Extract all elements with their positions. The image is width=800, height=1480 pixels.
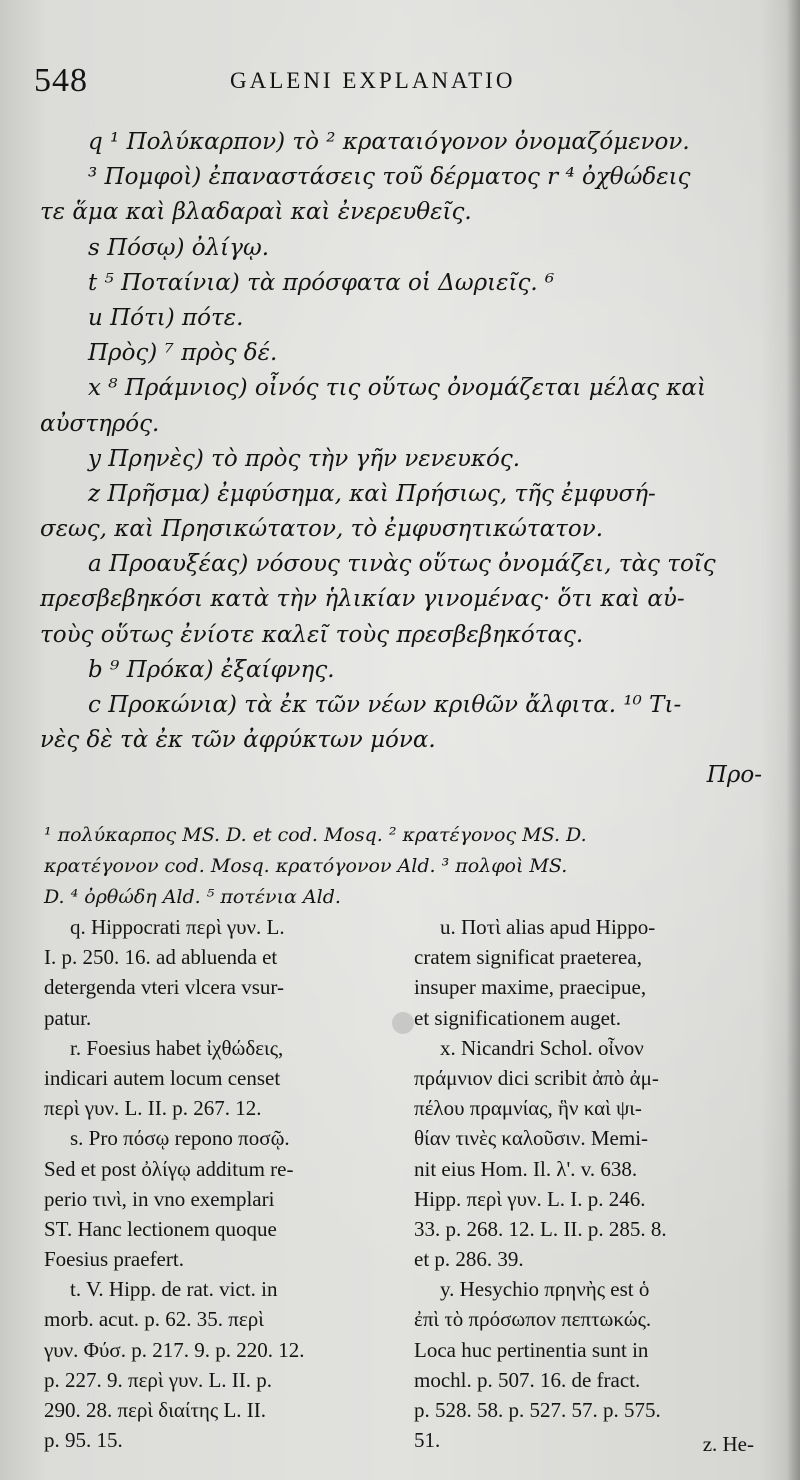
- note-line: s. Pro πόσῳ repono ποσῷ.: [70, 1126, 290, 1151]
- notes-column-left: [44, 912, 400, 1455]
- glossary-line: ³ Πομφοὶ) ἐπαναστάσεις τοῦ δέρματος r ⁴ ὀχθώδεις: [88, 164, 691, 191]
- note-line: Sed et post ὀλίγῳ additum re-: [44, 1156, 294, 1181]
- glossary-line: αὐστηρός.: [40, 410, 160, 437]
- note-line: ἐπὶ τὸ πρόσωπον πεπτωκώς.: [414, 1307, 652, 1332]
- note-line: Foesius praefert.: [44, 1247, 184, 1272]
- note-line: r. Foesius habet ἰχθώδεις,: [70, 1035, 284, 1060]
- page-edge-shadow: [786, 0, 800, 1480]
- page-number: 548: [34, 62, 88, 99]
- note-line: πέλου πραμνίας, ἣν καὶ ψι-: [414, 1096, 642, 1121]
- glossary-line: Πρὸς) ⁷ πρὸς δέ.: [88, 340, 278, 367]
- glossary-line: b ⁹ Πρόκα) ἐξαίφνης.: [88, 656, 335, 683]
- glossary-text: [34, 125, 764, 794]
- glossary-line: q ¹ Πολύκαρπον) τὸ ² κραταιόγονον ὀνομαζόμενον.: [88, 129, 690, 155]
- glossary-line: Προ-: [706, 762, 762, 789]
- note-line: indicari autem locum censet: [44, 1065, 281, 1090]
- note-line: et p. 286. 39.: [414, 1247, 524, 1272]
- glossary-line: z Πρῆσμα) ἐμφύσημα, καὶ Πρήσιως, τῆς ἐμφυσή-: [88, 480, 656, 507]
- glossary-line: t ⁵ Ποταίνια) τὰ πρόσφατα οἱ Δωριεῖς. ⁶: [88, 269, 555, 296]
- note-line: Hipp. περὶ γυν. L. I. p. 246.: [414, 1186, 646, 1211]
- glossary-line: πρεσβεβηκόσι κατὰ τὴν ἡλικίαν γινομένας· ὅτι καὶ αὐ-: [40, 586, 685, 613]
- note-line: t. V. Hipp. de rat. vict. in: [70, 1277, 278, 1302]
- note-line: γυν. Φύσ. p. 217. 9. p. 220. 12.: [44, 1337, 305, 1362]
- note-line: 33. p. 268. 12. L. II. p. 285. 8.: [414, 1216, 667, 1241]
- note-line: περὶ γυν. L. II. p. 267. 12.: [44, 1096, 262, 1121]
- note-line: θίαν τινὲς καλοῦσιν. Memi-: [414, 1126, 649, 1151]
- note-line: 290. 28. περὶ διαίτης L. II.: [44, 1398, 267, 1422]
- note-line: u. Ποτὶ alias apud Hippo-: [440, 915, 656, 939]
- note-line: cratem significat praeterea,: [414, 945, 642, 970]
- note-line: Loca huc pertinentia sunt in: [414, 1337, 649, 1362]
- glossary-line: σεως, καὶ Πρησικώτατον, τὸ ἐμφυσητικώτατον.: [40, 516, 604, 543]
- note-line: p. 227. 9. περὶ γυν. L. II. p.: [44, 1367, 273, 1392]
- glossary-line: a Προαυξέας) νόσους τινὰς οὕτως ὀνομάζει, τὰς τοῖς: [88, 551, 716, 578]
- note-line: morb. acut. p. 62. 35. περὶ: [44, 1307, 264, 1332]
- apparatus-line: ¹ πολύκαρπος MS. D. et cod. Mosq. ² κρατέγονος MS. D.: [44, 824, 587, 846]
- note-line: perio τινὶ, in vno exemplari: [44, 1186, 275, 1211]
- note-line: detergenda vteri vlcera vsur-: [44, 975, 284, 1000]
- critical-apparatus: [44, 820, 764, 913]
- note-line: mochl. p. 507. 16. de fract.: [414, 1367, 641, 1392]
- note-line: p. 528. 58. p. 527. 57. p. 575.: [414, 1398, 661, 1422]
- glossary-line: c Προκώνια) τὰ ἐκ τῶν νέων κριθῶν ἄλφιτα. ¹⁰ Τι-: [88, 692, 682, 718]
- glossary-line: νὲς δὲ τὰ ἐκ τῶν ἀφρύκτων μόνα.: [40, 727, 436, 754]
- note-line: p. 95. 15.: [44, 1428, 123, 1453]
- note-line: πράμνιον dici scribit ἀπὸ ἀμ-: [414, 1065, 659, 1090]
- note-line: ST. Hanc lectionem quoque: [44, 1216, 277, 1241]
- catchword: z. He-: [702, 1432, 754, 1456]
- note-line: I. p. 250. 16. ad abluenda et: [44, 945, 278, 970]
- note-line: x. Nicandri Schol. οἶνον: [440, 1035, 644, 1060]
- note-line: nit eius Hom. Il. λ'. v. 638.: [414, 1156, 638, 1181]
- glossary-line: s Πόσῳ) ὀλίγῳ.: [88, 234, 270, 261]
- apparatus-line: κρατέγονον cod. Mosq. κρατόγονον Ald. ³ πολφοὶ MS.: [44, 855, 568, 877]
- note-line: et significationem auget.: [414, 1005, 622, 1030]
- glossary-line: u Πότι) πότε.: [88, 304, 244, 331]
- note-line: q. Hippocrati περὶ γυν. L.: [70, 915, 285, 939]
- page-header: [0, 62, 800, 112]
- notes-column-right: [414, 912, 760, 1455]
- note-line: insuper maxime, praecipue,: [414, 975, 647, 1000]
- note-line: patur.: [44, 1005, 92, 1030]
- glossary-line: τοὺς οὕτως ἐνίοτε καλεῖ τοὺς πρεσβεβηκότας.: [40, 621, 584, 648]
- glossary-line: y Πρηνὲς) τὸ πρὸς τὴν γῆν νενευκός.: [88, 445, 521, 472]
- glossary-line: τε ἅμα καὶ βλαδαραὶ καὶ ἐνερευθεῖς.: [40, 199, 472, 226]
- note-line: y. Hesychio πρηνὴς est ὁ: [440, 1277, 650, 1302]
- apparatus-line: D. ⁴ ὀρθώδη Ald. ⁵ ποτένια Ald.: [44, 886, 341, 908]
- running-title: GALENI EXPLANATIO: [230, 68, 516, 93]
- note-line: 51.: [414, 1428, 441, 1453]
- glossary-line: x ⁸ Πράμνιος) οἶνός τις οὕτως ὀνομάζεται μέλας καὶ: [88, 375, 706, 402]
